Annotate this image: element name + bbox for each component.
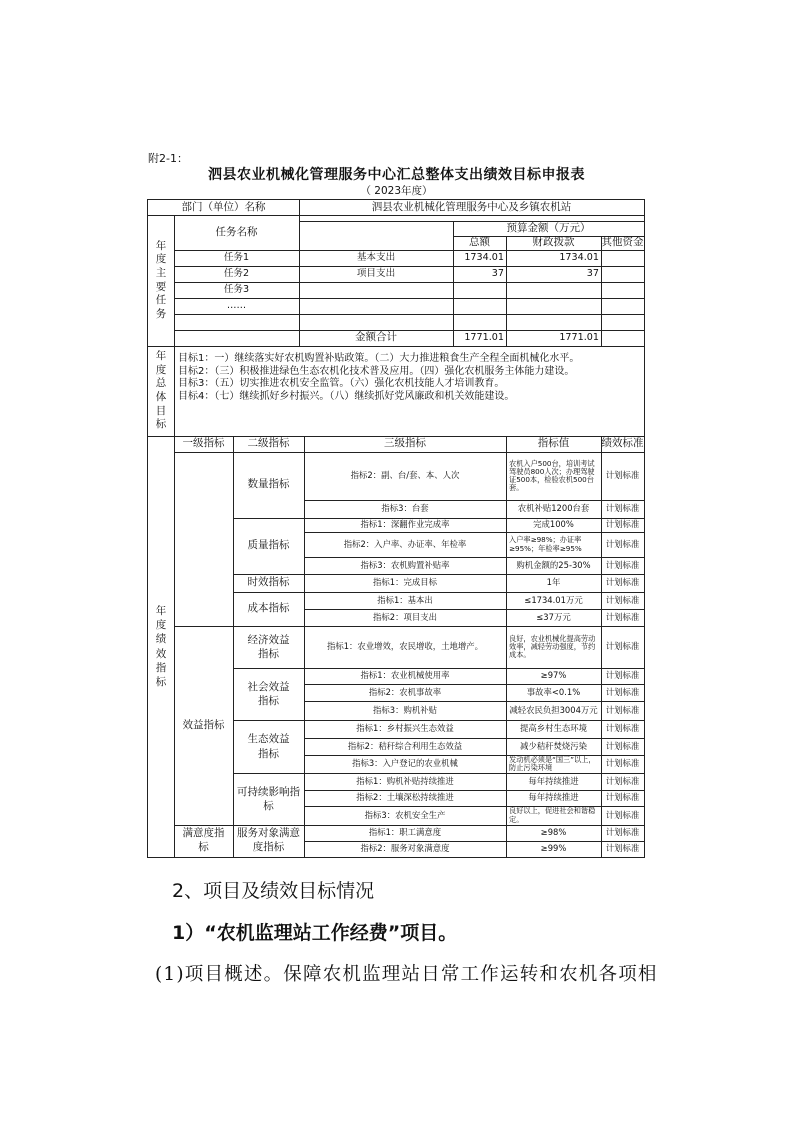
sum-fiscal: 1771.01 <box>559 331 599 343</box>
performance-standard: 计划标准 <box>605 611 640 622</box>
l3-indicator: 指标1：深翻作业完成率 <box>360 519 450 530</box>
l3-indicator: 指标3：台套 <box>381 503 429 514</box>
budget-header: 预算金额（万元） <box>506 221 591 234</box>
l3-indicator: 指标1：乡村振兴生态效益 <box>356 723 454 734</box>
attachment-label: 附2-1： <box>148 152 188 165</box>
task-name: 任务2 <box>223 267 250 279</box>
l3-indicator: 指标3：农机购置补贴率 <box>360 559 450 570</box>
indicator-value: 减轻农民负担3004万元 <box>509 704 598 715</box>
sum-label: 金额合计 <box>355 331 397 344</box>
l2-quality: 质量指标 <box>247 539 290 552</box>
task-total: 1734.01 <box>464 251 504 263</box>
l3-indicator: 指标2：服务对象满意度 <box>360 843 450 854</box>
task-other <box>601 250 644 266</box>
sum-total: 1771.01 <box>464 331 504 343</box>
year-label: （ 2023年度） <box>360 185 433 197</box>
performance-standard: 计划标准 <box>605 686 640 697</box>
indicator-value: 发动机必须是“国三”以上，防止污染环境 <box>509 755 596 772</box>
goal-line: 目标1：一）继续落实好农机购置补贴政策。（二）大力推进粮食生产全程全面机械化水平。 <box>178 353 580 364</box>
side-label-tasks: 年度主要任务 <box>155 239 167 320</box>
l2-social: 社会效益指标 <box>247 680 290 707</box>
performance-standard: 计划标准 <box>605 503 640 514</box>
l3-indicator: 指标1：基本出 <box>377 594 433 605</box>
indicator-value: 完成100% <box>533 519 574 530</box>
goal-line: 目标2：（三）积极推进绿色生态农机化技术普及应用。（四）强化农机服务主体能力建设。 <box>178 365 575 377</box>
l2-cost: 成本指标 <box>247 602 290 615</box>
performance-standard: 计划标准 <box>605 775 640 786</box>
task-fiscal: 37 <box>586 267 599 279</box>
indicator-value: ≥99% <box>540 843 567 854</box>
performance-table <box>147 199 645 858</box>
l3-indicator: 指标3：农机安全生产 <box>364 809 446 820</box>
indicator-value: 良好，农业机械化提高劳动效率，减轻劳动强度，节约成本。 <box>509 633 596 660</box>
performance-standard: 计划标准 <box>605 827 640 838</box>
performance-standard: 计划标准 <box>605 559 640 570</box>
l3-indicator: 指标2：秸秆综合利用生态效益 <box>347 740 463 751</box>
l3-indicator: 指标2：副、台/套、本、人次 <box>350 470 460 481</box>
l3-indicator: 指标2：项目支出 <box>373 611 437 622</box>
indicator-value: ≤37万元 <box>536 611 571 622</box>
col-fiscal-header: 财政拨款 <box>532 236 575 249</box>
performance-standard: 计划标准 <box>605 704 640 715</box>
task-name: 任务3 <box>223 283 250 295</box>
dept-label: 部门（单位）名称 <box>181 200 266 213</box>
l3-indicator: 指标2：入户率、办证率、年检率 <box>343 538 467 549</box>
performance-standard: 计划标准 <box>605 470 640 481</box>
performance-standard: 计划标准 <box>605 670 640 681</box>
l2-sustainable: 可持续影响指标 <box>237 785 300 812</box>
l3-indicator: 指标3：购机补贴 <box>373 704 437 715</box>
project-heading: 1）“农机监理站工作经费”项目。 <box>172 922 458 944</box>
l2-service: 服务对象满意度指标 <box>237 827 300 853</box>
performance-standard: 计划标准 <box>605 723 640 734</box>
indicator-value: ≤1734.01万元 <box>524 594 583 605</box>
task-total: 37 <box>491 267 504 279</box>
indicator-value: ≥98% <box>540 827 567 838</box>
task-other <box>601 266 644 282</box>
indicator-value: 农机入户500台，培训考试驾驶员800人次；办理驾驶证500本，检验农机500台套。 <box>509 458 595 493</box>
l3-indicator: 指标1：农业增效，农民增收，土地增产。 <box>326 641 484 652</box>
goals-block <box>178 353 644 403</box>
l3-indicator: 指标2：农机事故率 <box>368 686 442 697</box>
document-title: 泗县农业机械化管理服务中心汇总整体支出绩效目标申报表 <box>208 167 585 183</box>
indicator-value: ≥97% <box>540 670 567 681</box>
col-other-header: 其他资金 <box>601 236 644 249</box>
project-overview-text: (1)项目概述。保障农机监理站日常工作运转和农机各项相 <box>155 964 658 985</box>
indicator-value: 入户率≥98%；办证率≥95%；年检率≥95% <box>509 535 582 553</box>
col-total-header: 总额 <box>469 236 490 249</box>
indicator-value: 购机金额的25-30% <box>516 559 591 570</box>
indicator-value: 减少秸秆焚烧污染 <box>520 740 587 751</box>
value-header: 指标值 <box>537 437 570 450</box>
l1-satisfaction: 满意度指标 <box>182 827 225 853</box>
dept-value: 泗县农业机械化管理服务中心及乡镇农机站 <box>371 200 572 213</box>
performance-standard: 计划标准 <box>605 594 640 605</box>
l2-quantity: 数量指标 <box>247 478 290 491</box>
performance-standard: 计划标准 <box>605 641 640 652</box>
l3-indicator: 指标2：土壤深松持续推进 <box>356 792 454 803</box>
section-heading: 2、项目及绩效目标情况 <box>172 880 375 902</box>
task-name-header: 任务名称 <box>215 225 258 238</box>
performance-standard: 计划标准 <box>605 740 640 751</box>
side-label-performance: 年度绩效指标 <box>155 604 167 688</box>
l1-benefit: 效益指标 <box>182 718 225 731</box>
l3-indicator: 指标1：购机补贴持续推进 <box>356 775 454 786</box>
task-name: 任务1 <box>223 251 250 263</box>
performance-standard: 计划标准 <box>605 758 640 769</box>
l2-ecological: 生态效益指标 <box>247 733 290 760</box>
indicator-value: 每年持续推进 <box>528 792 579 803</box>
indicator-value: 提高乡村生态环境 <box>520 723 587 734</box>
performance-standard: 计划标准 <box>605 538 640 549</box>
performance-standard: 计划标准 <box>605 843 640 854</box>
l3-header: 三级指标 <box>384 437 426 450</box>
goal-line: 目标4：（七）继续抓好乡村振兴。（八）继续抓好党风廉政和机关效能建设。 <box>178 390 515 402</box>
performance-standard: 计划标准 <box>605 809 640 820</box>
performance-standard: 计划标准 <box>605 577 640 588</box>
indicator-value: 事故率<0.1% <box>526 686 581 697</box>
task-content: 项目支出 <box>356 267 396 279</box>
task-fiscal: 1734.01 <box>559 251 599 263</box>
indicator-value: 1年 <box>546 577 561 588</box>
l2-economic: 经济效益指标 <box>247 633 290 660</box>
task-content: 基本支出 <box>356 251 396 263</box>
l2-timeliness: 时效指标 <box>247 576 290 589</box>
indicator-value: 良好以上，促进社会和谐稳定。 <box>509 806 596 824</box>
l3-indicator: 指标1：完成目标 <box>373 577 437 588</box>
side-label-goals: 年度总体目标 <box>155 350 167 431</box>
task-name: …… <box>226 299 247 311</box>
l3-indicator: 指标1：职工满意度 <box>368 827 442 838</box>
l3-indicator: 指标1：农业机械使用率 <box>360 670 450 681</box>
performance-standard: 计划标准 <box>605 519 640 530</box>
performance-standard: 计划标准 <box>605 792 640 803</box>
l2-header: 二级指标 <box>247 437 290 450</box>
l3-indicator: 指标3：入户登记的农业机械 <box>352 758 458 769</box>
standard-header: 绩效标准 <box>601 437 644 450</box>
indicator-value: 农机补贴1200台套 <box>517 503 590 514</box>
indicator-value: 每年持续推进 <box>528 775 579 786</box>
goal-line: 目标3：（五）切实推进农机安全监管。（六）强化农机技能人才培训教育。 <box>178 378 505 390</box>
l1-header: 一级指标 <box>182 437 225 450</box>
